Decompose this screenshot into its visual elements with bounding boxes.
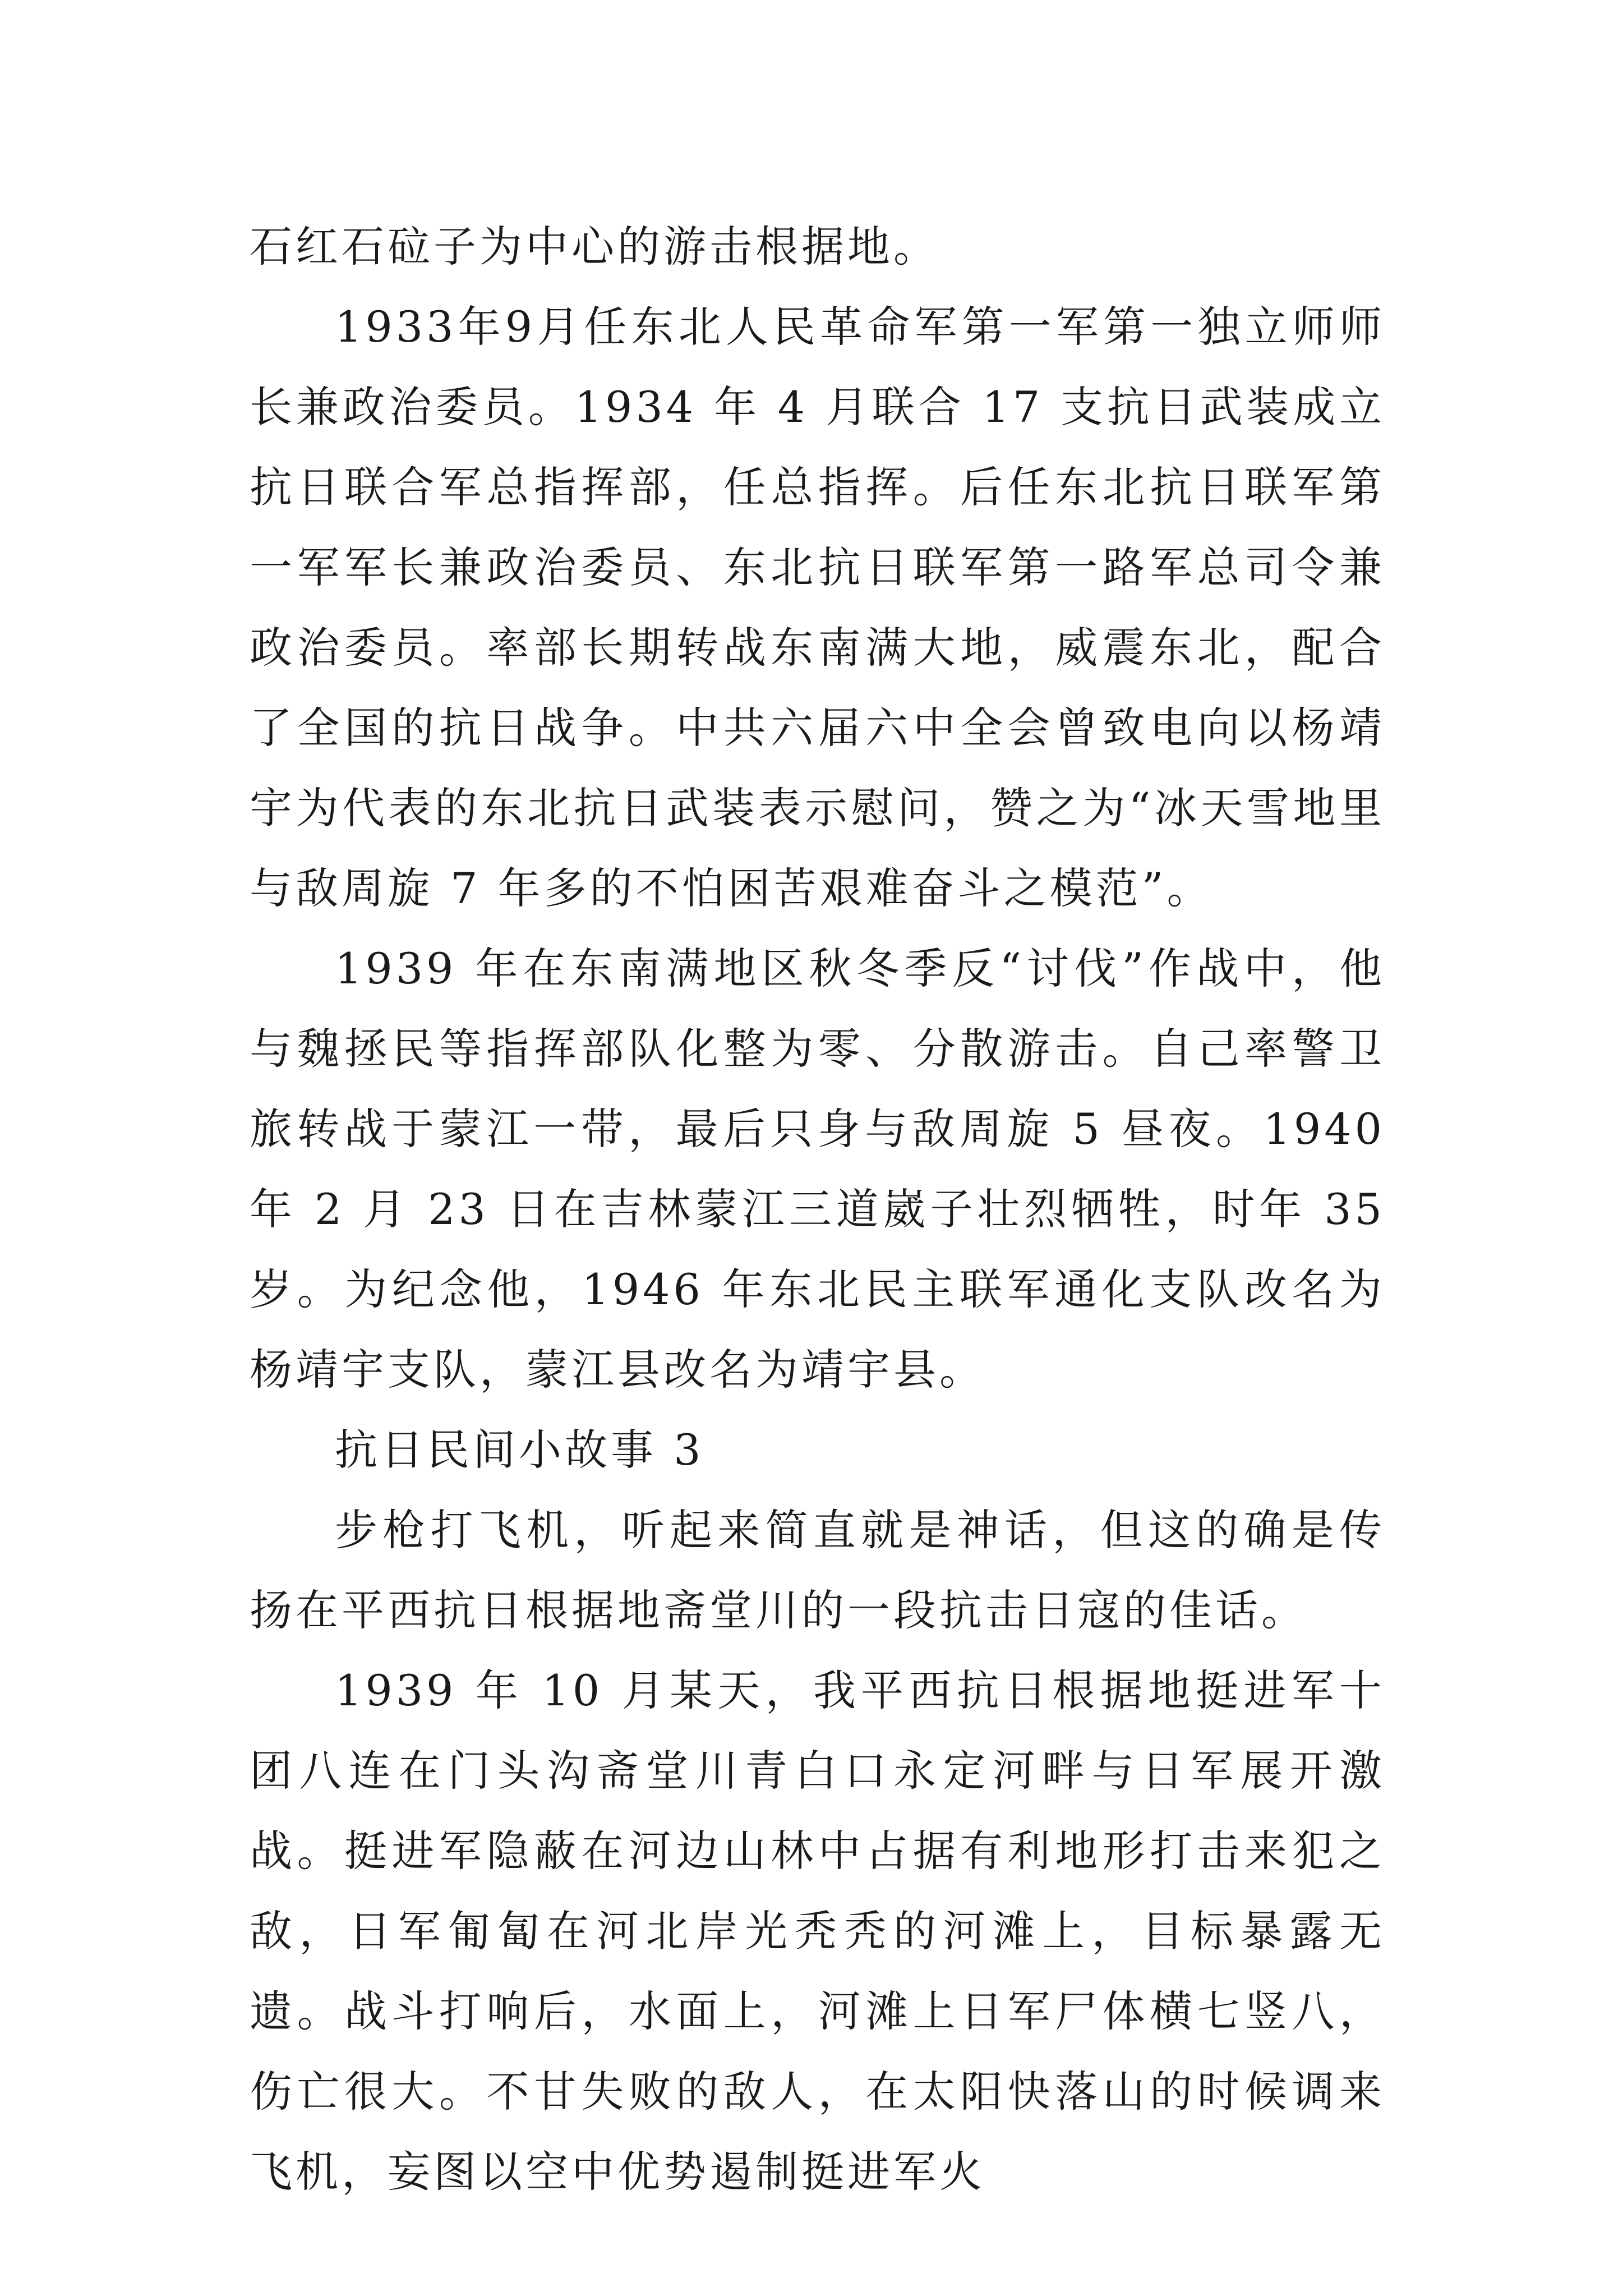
document-body — [250, 206, 1385, 2212]
paragraph-story-battle: 1939 年 10 月某天，我平西抗日根据地挺进军十团八连在门头沟斋堂川青白口永定河畔与日军展开激战。挺进军隐蔽在河边山林中占据有利地形打击来犯之敌，日军匍匐在河北岸光秃秃的河滩上，目标暴露无遗。战斗打响后，水面上，河滩上日军尸体横七竖八，伤亡很大。不甘失败的敌人，在太阳快落山的时候调来飞机，妄图以空中优势遏制挺进军火 — [250, 1665, 1385, 2197]
paragraph-story-intro: 步枪打飞机，听起来简直就是神话，但这的确是传扬在平西抗日根据地斋堂川的一段抗击日寇的佳话。 — [250, 1505, 1385, 1635]
paragraph-continuation: 石红石砬子为中心的游击根据地。 — [250, 222, 939, 272]
section-heading-story-3: 抗日民间小故事 3 — [335, 1425, 704, 1475]
paragraph-biography-1933: 1933年9月任东北人民革命军第一军第一独立师师长兼政治委员。1934 年 4 月联合 17 支抗日武装成立抗日联合军总指挥部，任总指挥。后任东北抗日联军第一军军长兼政治委员、东北抗日联军第一路军总司令兼政治委员。率部长期转战东南满大地，威震东北，配合了全国的抗日战争。中共六届六中全会曾致电向以杨靖宇为代表的东北抗日武装表示慰问，赞之为“冰天雪地里与敌周旋 7 年多的不怕困苦艰难奋斗之模范”。 — [250, 302, 1385, 913]
paragraph-biography-1939: 1939 年在东南满地区秋冬季反“讨伐”作战中，他与魏拯民等指挥部队化整为零、分散游击。自己率警卫旅转战于蒙江一带，最后只身与敌周旋 5 昼夜。1940 年 2 月 23 日在吉林蒙江三道崴子壮烈牺牲，时年 35 岁。为纪念他，1946 年东北民主联军通化支队改名为杨靖宇支队，蒙江县改名为靖宇县。 — [250, 944, 1385, 1395]
